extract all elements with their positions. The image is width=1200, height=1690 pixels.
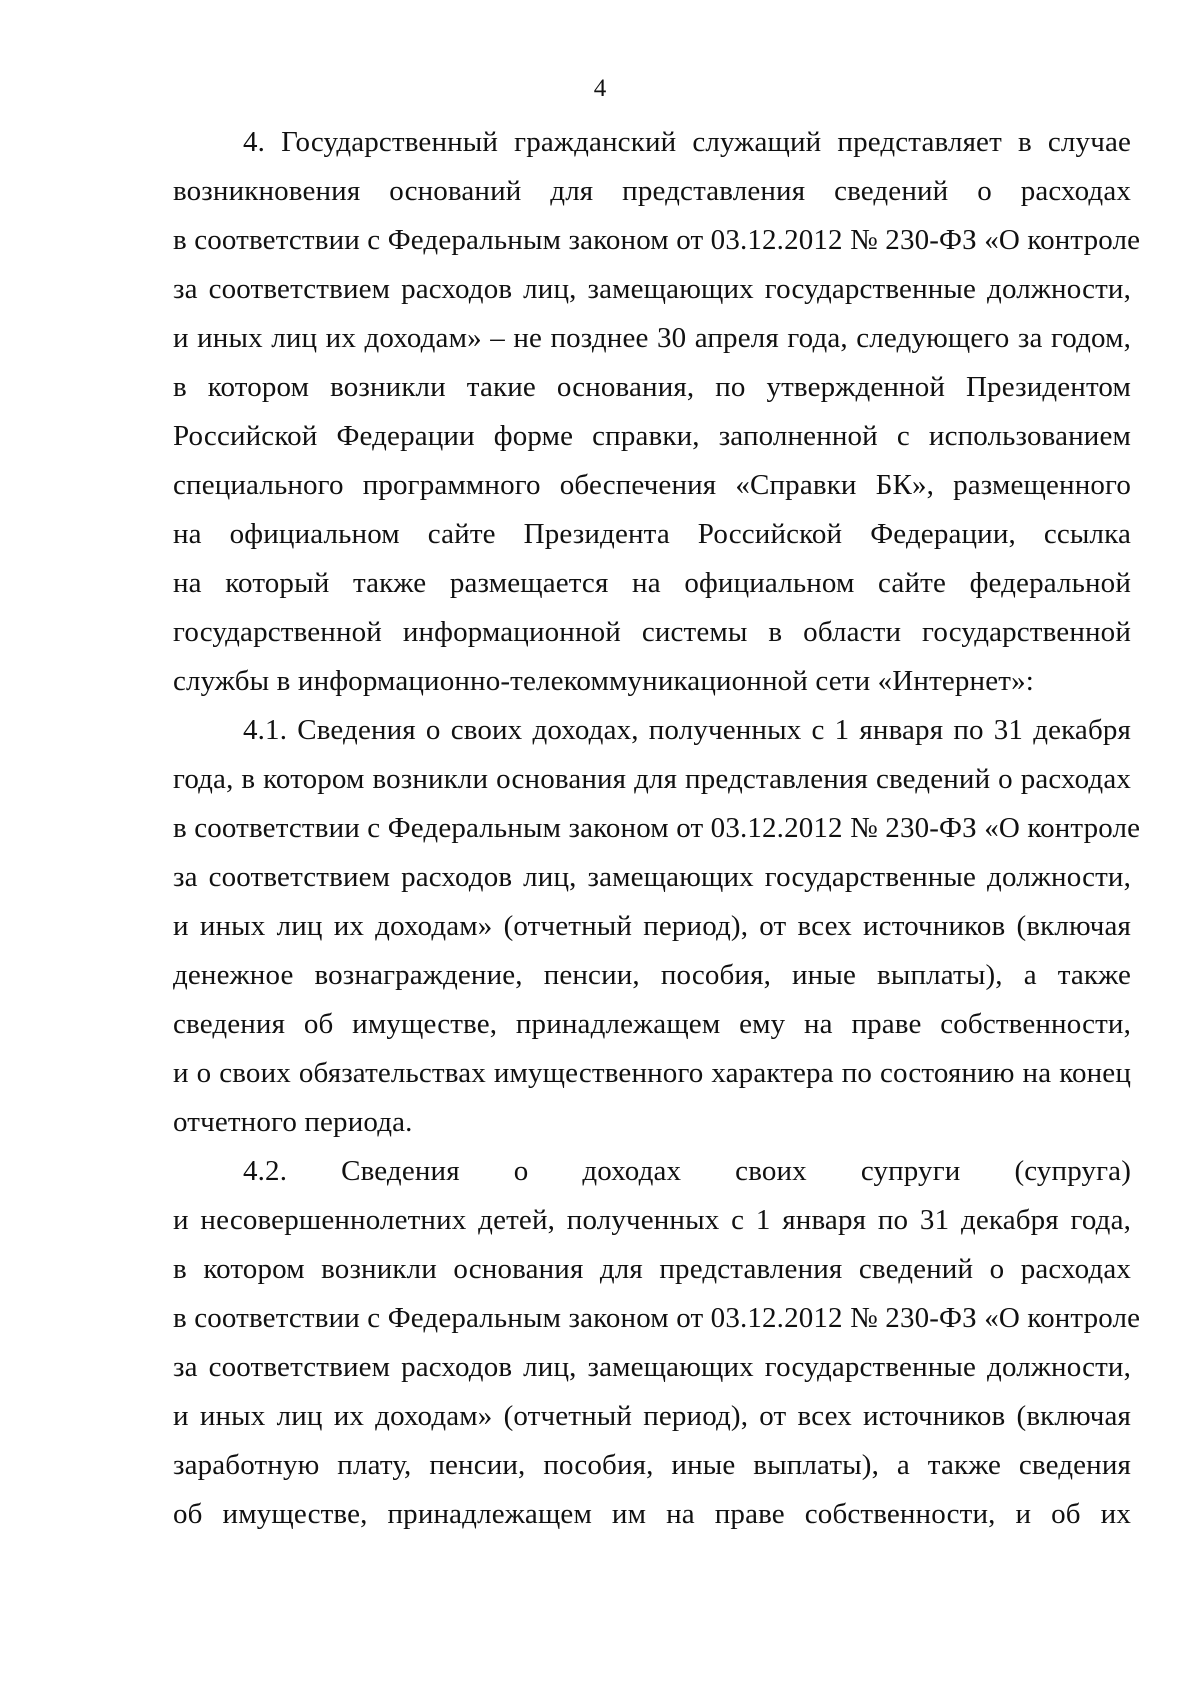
text-line: службы в информационно-телекоммуникационной сети «Интернет»:: [173, 665, 1034, 697]
text-line: сведения об имуществе, принадлежащем ему на праве собственности,: [173, 1008, 1131, 1040]
text-line: в котором возникли основания для представления сведений о расходах: [173, 1253, 1131, 1285]
text-line: за соответствием расходов лиц, замещающих государственные должности,: [173, 273, 1131, 305]
page-number: 4: [593, 75, 607, 102]
text-line: отчетного периода.: [173, 1106, 413, 1138]
text-line: в котором возникли такие основания, по утвержденной Президентом: [173, 371, 1131, 403]
text-line: Российской Федерации форме справки, заполненной с использованием: [173, 420, 1131, 452]
text-line: об имуществе, принадлежащем им на праве собственности, и об их: [173, 1498, 1131, 1530]
text-line: заработную плату, пенсии, пособия, иные выплаты), а также сведения: [173, 1449, 1131, 1481]
text-line: и иных лиц их доходам» (отчетный период), от всех источников (включая: [173, 910, 1131, 942]
text-line: 4.2. Сведения о доходах своих супруги (супруга): [243, 1155, 1131, 1187]
text-line: и несовершеннолетних детей, полученных с 1 января по 31 декабря года,: [173, 1204, 1131, 1236]
text-line: государственной информационной системы в области государственной: [173, 616, 1131, 648]
text-line: и иных лиц их доходам» – не позднее 30 апреля года, следующего за годом,: [173, 322, 1131, 354]
text-line: специального программного обеспечения «Справки БК», размещенного: [173, 469, 1131, 501]
text-line: года, в котором возникли основания для представления сведений о расходах: [173, 763, 1131, 795]
text-line: за соответствием расходов лиц, замещающих государственные должности,: [173, 1351, 1131, 1383]
text-line: в соответствии с Федеральным законом от 03.12.2012 № 230-ФЗ «О контроле: [173, 224, 1141, 256]
text-line: возникновения оснований для представления сведений о расходах: [173, 175, 1131, 207]
text-line: денежное вознаграждение, пенсии, пособия, иные выплаты), а также: [173, 959, 1131, 991]
text-line: на который также размещается на официальном сайте федеральной: [173, 567, 1131, 599]
text-line: в соответствии с Федеральным законом от 03.12.2012 № 230-ФЗ «О контроле: [173, 812, 1141, 844]
text-line: в соответствии с Федеральным законом от 03.12.2012 № 230-ФЗ «О контроле: [173, 1302, 1141, 1334]
paragraph-4-2: [173, 1147, 1141, 1539]
text-line: 4.1. Сведения о своих доходах, полученных с 1 января по 31 декабря: [243, 714, 1131, 746]
text-line: и иных лиц их доходам» (отчетный период), от всех источников (включая: [173, 1400, 1131, 1432]
document-body: [173, 118, 1141, 1539]
paragraph-4: [173, 118, 1141, 706]
paragraph-4-1: [173, 706, 1141, 1147]
text-line: за соответствием расходов лиц, замещающих государственные должности,: [173, 861, 1131, 893]
text-line: 4. Государственный гражданский служащий представляет в случае: [243, 126, 1131, 158]
text-line: на официальном сайте Президента Российской Федерации, ссылка: [173, 518, 1131, 550]
text-line: и о своих обязательствах имущественного характера по состоянию на конец: [173, 1057, 1131, 1089]
